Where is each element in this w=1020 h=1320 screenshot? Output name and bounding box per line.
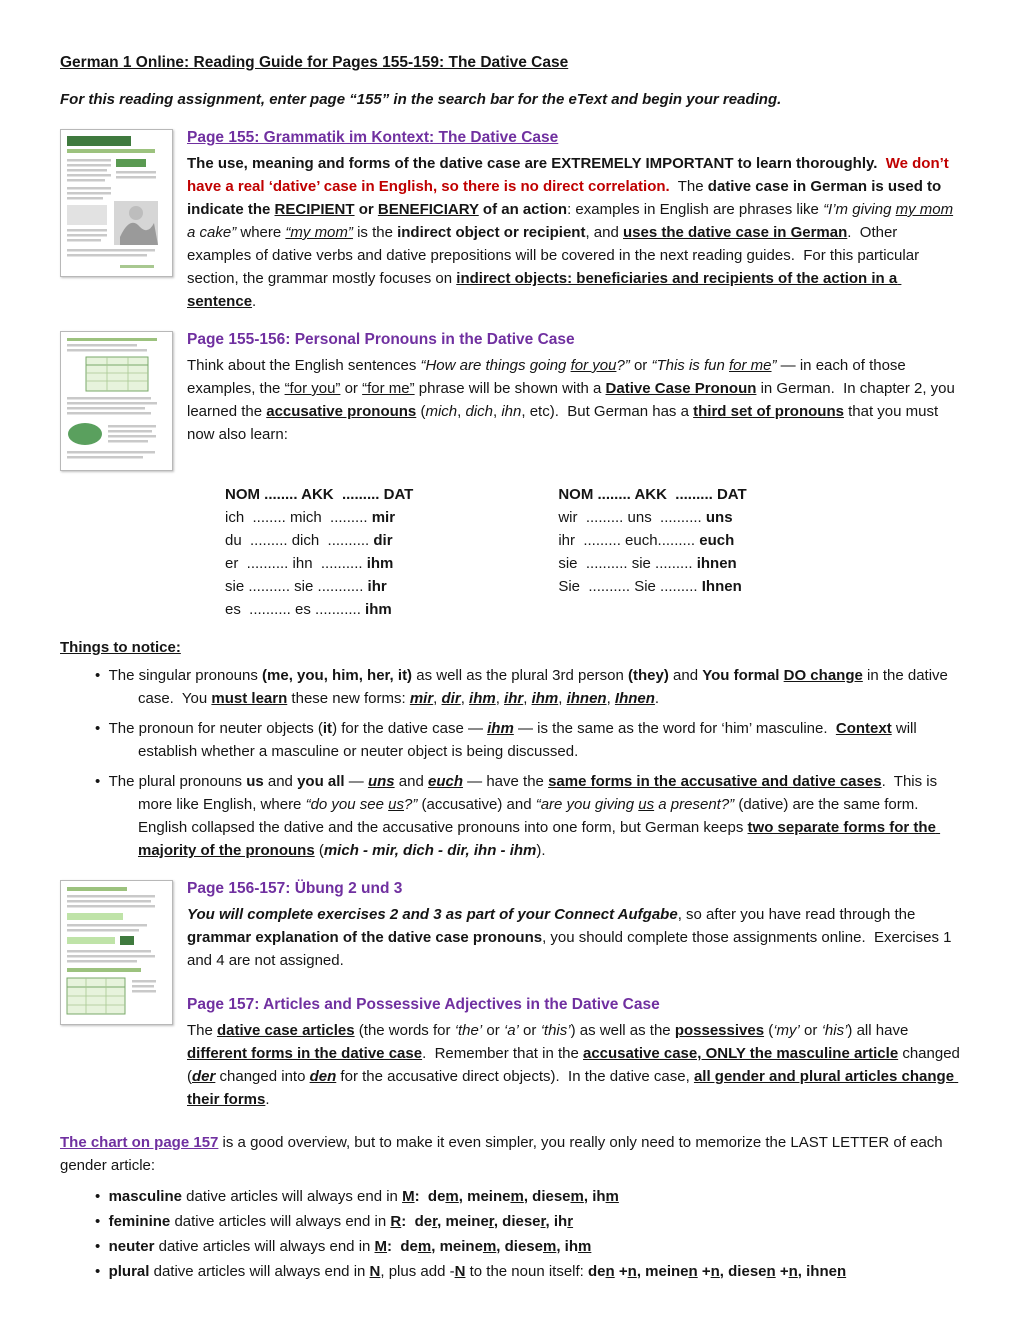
page-155-preview-image <box>60 129 173 277</box>
notice-bullet-neuter-pronoun: • The pronoun for neuter objects (it) for the dative case — ihm — is the same as the word for ‘him’ masculine. Context will establish whether a masculine or neuter object is being discussed. <box>95 717 960 763</box>
pronoun-row-sie-pl: sie .......... sie ......... ihnen <box>558 555 737 572</box>
pronoun-row-es: es .......... es ........... ihm <box>225 601 392 618</box>
intro-note: For this reading assignment, enter page “155” in the search bar for the eText and begin your reading. <box>60 91 782 108</box>
pronoun-table-singular <box>225 483 413 621</box>
article-endings-bullet-list <box>60 1185 960 1283</box>
pronoun-row-ich: ich ........ mich ......... mir <box>225 509 396 526</box>
section-body-page-155: The use, meaning and forms of the dative case are EXTREMELY IMPORTANT to learn thoroughly. We don’t have a real ‘dative’ case in English, so there is no direct correlation. The dative case in German is used to indicate the RECIPIENT or BENEFICIARY of an action: examples in English are phrases like “I’m giving my mom a cake” where “my mom” is the indirect object or recipient, and uses the dative case in German. Other examples of dative verbs and dative prepositions will be covered in the next reading guides. For this particular section, the grammar mostly focuses on indirect objects: beneficiaries and recipients of the action in a sentence. <box>187 155 958 310</box>
section-body-page-155-156: Think about the English sentences “How are things going for you?” or “This is fun for me” — in each of those examples, the “for you” or “for me” phrase will be shown with a Dative Case Pronoun in German. In chapter 2, you learned the accusative pronouns (mich, dich, ihn, etc). But German has a third set of pronouns that you must now also learn: <box>187 357 960 443</box>
things-to-notice-heading: Things to notice: <box>60 639 181 656</box>
pronoun-row-er: er .......... ihn .......... ihm <box>225 555 394 572</box>
bullet-neuter-endings: • neuter dative articles will always end in M: dem, meinem, diesem, ihm <box>95 1235 960 1258</box>
section-heading-articles: Page 157: Articles and Possessive Adjectives in the Dative Case <box>187 996 660 1013</box>
pronoun-table-header: NOM ........ AKK ......... DAT <box>225 486 414 503</box>
bullet-plural-endings: • plural dative articles will always end in N, plus add -N to the noun itself: den +n, meinen +n, diesen +n, ihnen <box>95 1260 960 1283</box>
pronoun-table-plural <box>558 483 746 621</box>
pronoun-row-sie-formal: Sie .......... Sie ......... Ihnen <box>558 578 742 595</box>
page-157-preview-image <box>60 880 173 1025</box>
section-heading-page-155: Page 155: Grammatik im Kontext: The Dative Case <box>187 129 559 146</box>
pronoun-table-header: NOM ........ AKK ......... DAT <box>558 486 747 503</box>
page-156-preview-image <box>60 331 173 471</box>
notice-bullet-list <box>60 664 960 862</box>
pronoun-row-ihr: ihr ......... euch......... euch <box>558 532 735 549</box>
pronoun-row-sie: sie .......... sie ........... ihr <box>225 578 387 595</box>
bullet-feminine-endings: • feminine dative articles will always end in R: der, meiner, dieser, ihr <box>95 1210 960 1233</box>
pronoun-row-wir: wir ......... uns .......... uns <box>558 509 733 526</box>
textbook-page-thumbnail-2 <box>60 331 173 471</box>
notice-bullet-plural-pronouns: • The plural pronouns us and you all — uns and euch — have the same forms in the accusative and dative cases. This is more like English, where “do you see us?” (accusative) and “are you giving us a present?” (dative) are the same form. English collapsed the dative and the accusative pronouns into one form, but German keeps two separate forms for the majority of the pronouns (mich - mir, dich - dir, ihn - ihm). <box>95 770 960 862</box>
document-title: German 1 Online: Reading Guide for Pages 155-159: The Dative Case <box>60 54 569 71</box>
section-body-articles: The dative case articles (the words for ‘the’ or ‘a’ or ‘this’) as well as the possessives (‘my’ or ‘his’) all have different forms in the dative case. Remember that in the accusative case, ONLY the masculine article changed (der changed into den for the accusative direct objects). In the dative case, all gender and plural articles change their forms. <box>187 1022 965 1108</box>
textbook-page-thumbnail-1 <box>60 129 173 277</box>
textbook-page-thumbnail-3 <box>60 880 173 1025</box>
notice-bullet-singular-pronouns: • The singular pronouns (me, you, him, her, it) as well as the plural 3rd person (they) and You formal DO change in the dative case. You must learn these new forms: mir, dir, ihm, ihr, ihm, ihnen, Ihnen. <box>95 664 960 710</box>
bullet-masculine-endings: • masculine dative articles will always end in M: dem, meinem, diesem, ihm <box>95 1185 960 1208</box>
chart-summary-paragraph: The chart on page 157 is a good overview, but to make it even simpler, you really only need to memorize the LAST LETTER of each gender article: <box>60 1134 947 1174</box>
section-body-uebung: You will complete exercises 2 and 3 as part of your Connect Aufgabe, so after you have read through the grammar explanation of the dative case pronouns, you should complete those assignments online. Exercises 1 and 4 are not assigned. <box>187 906 956 969</box>
section-page-156-157 <box>60 880 965 1111</box>
section-page-155-156 <box>60 331 960 471</box>
section-heading-uebung: Page 156-157: Übung 2 und 3 <box>187 880 403 897</box>
pronoun-row-du: du ......... dich .......... dir <box>225 532 393 549</box>
section-heading-page-155-156: Page 155-156: Personal Pronouns in the Dative Case <box>187 331 575 348</box>
pronoun-tables <box>225 483 960 621</box>
section-page-155 <box>60 129 960 313</box>
